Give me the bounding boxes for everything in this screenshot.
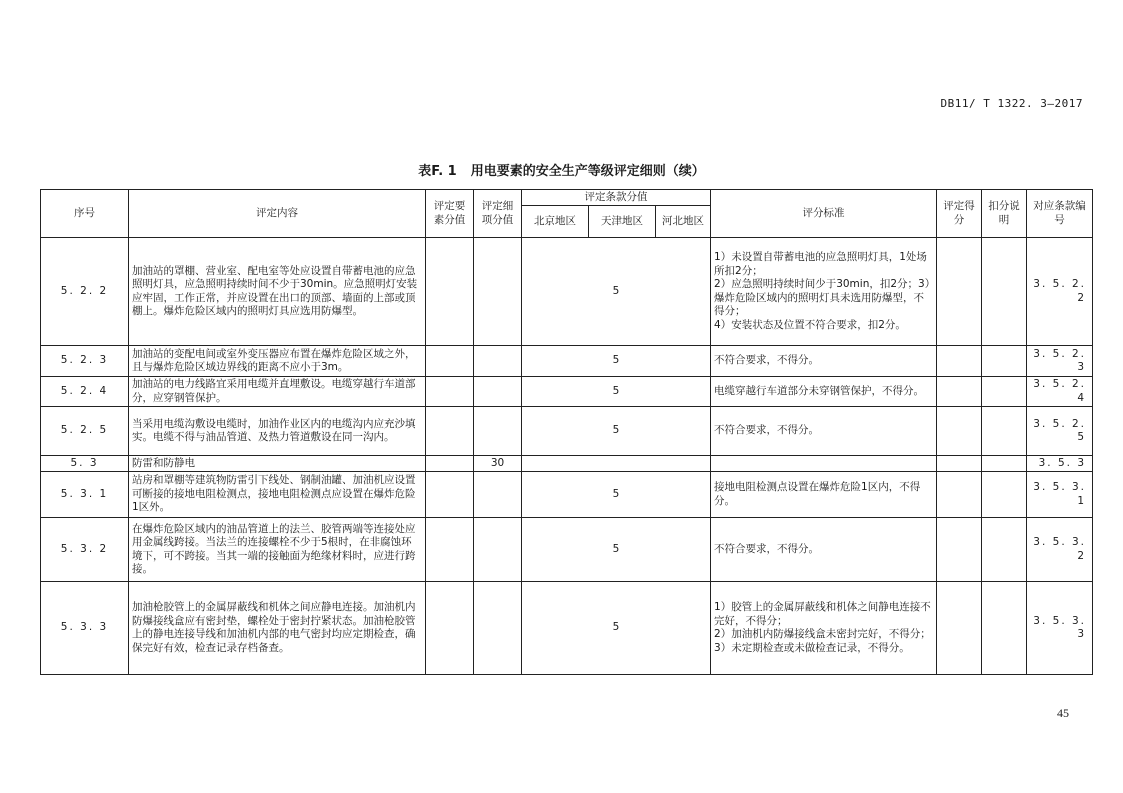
cell-ref: 3. 5. 3. 3: [1027, 582, 1093, 675]
cell-item-score: [474, 518, 522, 582]
cell-ref: 3. 5. 2. 3: [1027, 346, 1093, 377]
cell-content: 加油站的罩棚、营业室、配电室等处应设置自带蓄电池的应急照明灯具，应急照明持续时间不少于30min。应急照明灯安装应牢固，工作正常，并应设置在出口的顶部、墙面的上部或顶棚上。爆炸危险区域内的照明灯具应选用防爆型。: [129, 238, 426, 346]
cell-deduct: [982, 456, 1027, 472]
cell-criteria: 不符合要求，不得分。: [711, 346, 937, 377]
table-row: [41, 346, 1093, 377]
cell-clause-score: 5: [522, 472, 711, 518]
cell-ref: 3. 5. 2. 4: [1027, 377, 1093, 407]
cell-deduct: [982, 472, 1027, 518]
cell-item-score: [474, 238, 522, 346]
table-caption-label: 表F. 1: [418, 164, 457, 179]
cell-content: 加油站的电力线路宜采用电缆并直埋敷设。电缆穿越行车道部分，应穿钢管保护。: [129, 377, 426, 407]
cell-ref: 3. 5. 2. 5: [1027, 407, 1093, 456]
cell-no: 5. 2. 5: [41, 407, 129, 456]
cell-item-score: 30: [474, 456, 522, 472]
cell-content: 加油站的变配电间或室外变压器应布置在爆炸危险区域之外，且与爆炸危险区域边界线的距离不应小于3m。: [129, 346, 426, 377]
cell-element-score: [426, 238, 474, 346]
cell-deduct: [982, 407, 1027, 456]
header-seq: 序号: [41, 190, 129, 238]
cell-content: 站房和罩棚等建筑物防雷引下线处、钢制油罐、加油机应设置可断接的接地电阻检测点，接地电阻检测点应设置在爆炸危险1区外。: [129, 472, 426, 518]
header-item-score: 评定细项分值: [474, 190, 522, 238]
cell-element-score: [426, 346, 474, 377]
cell-no: 5. 3. 3: [41, 582, 129, 675]
table-row: [41, 377, 1093, 407]
header-hebei: 河北地区: [656, 206, 711, 238]
cell-deduct: [982, 518, 1027, 582]
evaluation-table: [40, 189, 1093, 675]
cell-no: 5. 3. 1: [41, 472, 129, 518]
header-deduct: 扣分说明: [982, 190, 1027, 238]
cell-criteria: 1）未设置自带蓄电池的应急照明灯具，1处场所扣2分； 2）应急照明持续时间少于30min，扣2分；3）爆炸危险区域内的照明灯具未选用防爆型，不得分； 4）安装状态及位置不符合要求，扣2分。: [711, 238, 937, 346]
cell-clause-score: 5: [522, 238, 711, 346]
cell-element-score: [426, 582, 474, 675]
cell-no: 5. 3. 2: [41, 518, 129, 582]
cell-score: [937, 407, 982, 456]
cell-clause-score: 5: [522, 346, 711, 377]
document-code: DB11/ T 1322. 3—2017: [940, 97, 1083, 110]
cell-clause-score: 5: [522, 582, 711, 675]
table-caption-title: 用电要素的安全生产等级评定细则（续）: [470, 164, 705, 179]
cell-score: [937, 456, 982, 472]
cell-ref: 3. 5. 3: [1027, 456, 1093, 472]
table-row: [41, 518, 1093, 582]
cell-ref: 3. 5. 2. 2: [1027, 238, 1093, 346]
cell-content: 在爆炸危险区域内的油品管道上的法兰、胶管两端等连接处应用金属线跨接。当法兰的连接螺栓不少于5根时，在非腐蚀环境下，可不跨接。当其一端的接触面为绝缘材料时，应进行跨接。: [129, 518, 426, 582]
cell-criteria: 电缆穿越行车道部分未穿钢管保护，不得分。: [711, 377, 937, 407]
header-content: 评定内容: [129, 190, 426, 238]
cell-deduct: [982, 582, 1027, 675]
cell-criteria: 接地电阻检测点设置在爆炸危险1区内，不得分。: [711, 472, 937, 518]
cell-no: 5. 2. 3: [41, 346, 129, 377]
table-row: [41, 407, 1093, 456]
cell-item-score: [474, 377, 522, 407]
table-caption: [0, 160, 1123, 179]
cell-item-score: [474, 472, 522, 518]
cell-ref: 3. 5. 3. 2: [1027, 518, 1093, 582]
cell-content: 当采用电缆沟敷设电缆时，加油作业区内的电缆沟内应充沙填实。电缆不得与油品管道、及热力管道敷设在同一沟内。: [129, 407, 426, 456]
table-row: [41, 582, 1093, 675]
header-element-score: 评定要素分值: [426, 190, 474, 238]
cell-element-score: [426, 377, 474, 407]
header-criteria: 评分标准: [711, 190, 937, 238]
cell-clause-score: 5: [522, 377, 711, 407]
cell-score: [937, 238, 982, 346]
cell-score: [937, 472, 982, 518]
header-beijing: 北京地区: [522, 206, 589, 238]
table-row: [41, 456, 1093, 472]
header-tianjin: 天津地区: [589, 206, 656, 238]
cell-criteria: 不符合要求，不得分。: [711, 518, 937, 582]
cell-score: [937, 518, 982, 582]
cell-no: 5. 2. 2: [41, 238, 129, 346]
cell-element-score: [426, 518, 474, 582]
header-score: 评定得分: [937, 190, 982, 238]
cell-element-score: [426, 456, 474, 472]
cell-element-score: [426, 407, 474, 456]
cell-clause-score: [522, 456, 711, 472]
table-body: [41, 238, 1093, 675]
cell-content: 加油枪胶管上的金属屏蔽线和机体之间应静电连接。加油机内防爆接线盒应有密封垫，螺栓处于密封拧紧状态。加油枪胶管上的静电连接导线和加油机内部的电气密封均应定期检查，确保完好有效，检查记录存档备查。: [129, 582, 426, 675]
cell-item-score: [474, 407, 522, 456]
header-ref: 对应条款编号: [1027, 190, 1093, 238]
cell-ref: 3. 5. 3. 1: [1027, 472, 1093, 518]
cell-deduct: [982, 238, 1027, 346]
cell-item-score: [474, 346, 522, 377]
cell-no: 5. 3: [41, 456, 129, 472]
cell-score: [937, 346, 982, 377]
cell-clause-score: 5: [522, 407, 711, 456]
page-number: 45: [1057, 706, 1069, 720]
table-row: [41, 238, 1093, 346]
cell-score: [937, 582, 982, 675]
header-clause-score-group: 评定条款分值: [522, 190, 711, 206]
cell-criteria: [711, 456, 937, 472]
cell-content: 防雷和防静电: [129, 456, 426, 472]
cell-deduct: [982, 377, 1027, 407]
cell-clause-score: 5: [522, 518, 711, 582]
cell-score: [937, 377, 982, 407]
cell-criteria: 1）胶管上的金属屏蔽线和机体之间静电连接不完好，不得分； 2）加油机内防爆接线盒未密封完好，不得分； 3）未定期检查或未做检查记录，不得分。: [711, 582, 937, 675]
cell-element-score: [426, 472, 474, 518]
table-row: [41, 472, 1093, 518]
cell-item-score: [474, 582, 522, 675]
cell-no: 5. 2. 4: [41, 377, 129, 407]
cell-criteria: 不符合要求，不得分。: [711, 407, 937, 456]
cell-deduct: [982, 346, 1027, 377]
